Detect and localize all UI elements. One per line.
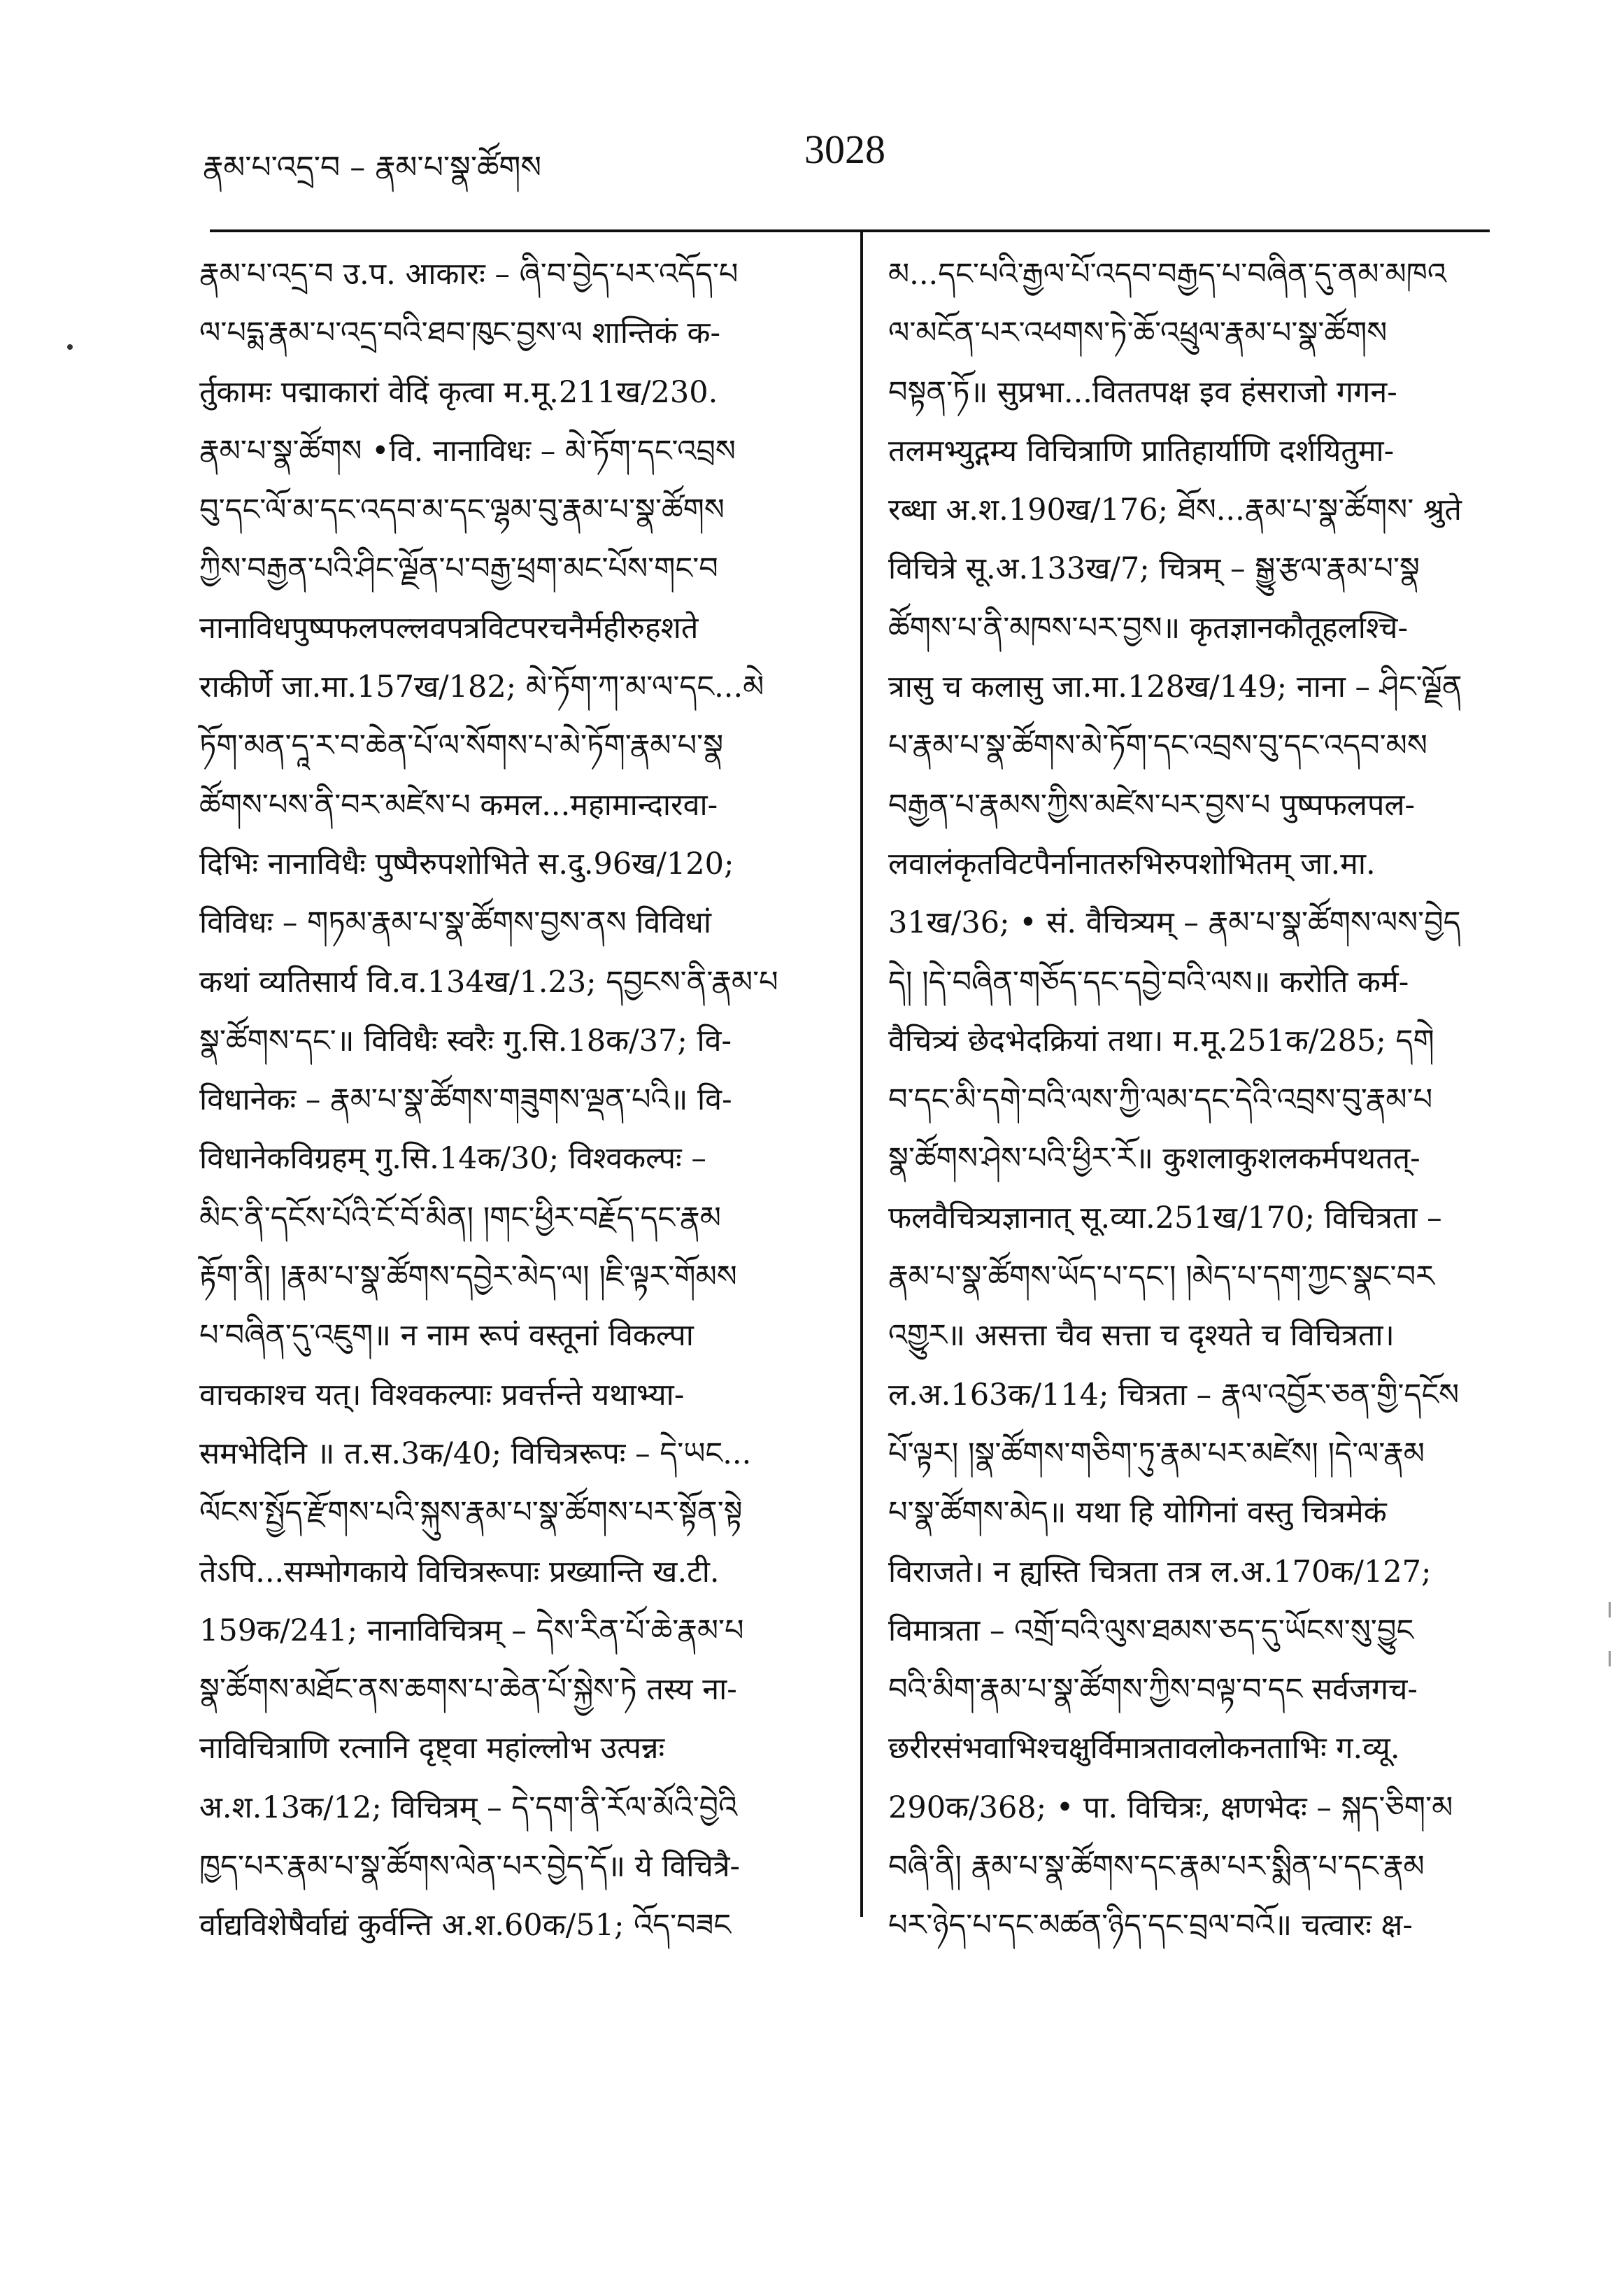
right-column-line: བརྒྱན་པ་རྣམས་ཀྱིས་མཛེས་པར་བྱས་པ पुष्पफलपल- (888, 787, 1416, 823)
left-column-line: 159क/241; नानाविचित्रम् – དེས་རིན་པོ་ཆེ་རྣམ་པ (199, 1613, 744, 1648)
right-column-line: མ...དང་པའི་རྒྱལ་པོ་འདབ་བརྒྱད་པ་བཞིན་དུ་ནམ་མཁའ (888, 257, 1446, 292)
left-column-line: སྣ་ཚོགས་མཐོང་ནས་ཆགས་པ་ཆེན་པོ་སྐྱེས་ཏེ तस्य ना- (199, 1672, 737, 1708)
left-column-line: ཚོགས་པས་ནི་བར་མཛེས་པ कमल...महामान्दारवा- (199, 787, 718, 823)
scan-edge-mark (1609, 1651, 1611, 1666)
left-column-line: སྣ་ཚོགས་དང་॥ विविधैः स्वरैः गु.सि.18क/37; वि- (199, 1023, 732, 1058)
right-column-line: པར་ཉེད་པ་དང་མཚན་ཉིད་དང་བྲལ་བའོ॥ चत्वारः क्ष- (888, 1908, 1413, 1943)
right-column-line: छरीरसंभवाभिश्चक्षुर्विमात्रतावलोकनताभिः ग.व्यू. (888, 1731, 1400, 1766)
right-column-line: विचित्रे सू.अ.133ख/7; चित्रम् – སྒྱུ་རྩལ་རྣམ་པ་སྣ (888, 551, 1420, 587)
left-column-line: ཏོག་མན་དཱ་ར་བ་ཆེན་པོ་ལ་སོགས་པ་མེ་ཏོག་རྣམ་པ་སྣ (199, 728, 724, 764)
left-column-line: नानाविधपुष्पफलपल्लवपत्रविटपरचनैर्महीरुहशते (199, 610, 699, 646)
right-column-line: 290क/368; • पा. विचित्रः, क्षणभेदः – སྐད་ཅིག་མ (888, 1790, 1453, 1825)
left-column-line: समभेदिनि ॥ त.स.3क/40; विचित्ररूपः – དེ་ཡང... (199, 1436, 752, 1471)
right-column-line: तलमभ्युद्गम्य विचित्राणि प्रातिहार्याणि दर्शयितुमा- (888, 433, 1395, 469)
left-column-line: ལ་པདྨ་རྣམ་པ་འདྲ་བའི་ཐབ་ཁུང་བྱས་ལ शान्तिकं क- (199, 316, 721, 351)
left-column-line: नाविचित्राणि रत्नानि दृष्ट्वा महांल्लोभ उत्पन्नः (199, 1731, 665, 1766)
right-column-line: པ་རྣམ་པ་སྣ་ཚོགས་མེ་ཏོག་དང་འབྲས་བུ་དང་འདབ་མས (888, 728, 1427, 764)
left-column-line: तेऽपि...सम्भोगकाये विचित्ररूपाः प्रख्यान्ति ख.टी. (199, 1554, 720, 1589)
right-column-line: ཚོགས་པ་ནི་མཁས་པར་བྱས॥ कृतज्ञानकौतूहलश्चि- (888, 610, 1408, 646)
left-column-line: ལོངས་སྤྱོད་རྫོགས་པའི་སྐུས་རྣམ་པ་སྣ་ཚོགས་པར་སྟོན་སྟེ (199, 1495, 743, 1531)
left-column-line: राकीर्णे जा.मा.157ख/182; མེ་ཏོག་ཀ་མ་ལ་དང...མེ (199, 670, 764, 705)
running-header: རྣམ་པ་འདྲ་བ – རྣམ་པ་སྣ་ཚོགས (203, 150, 542, 185)
left-column-line: विधानेकः – རྣམ་པ་སྣ་ཚོགས་གཟུགས་ལྡན་པའི॥ वि- (199, 1082, 732, 1118)
left-column-line: པ་བཞིན་དུ་འཇུག॥ न नाम रूपं वस्तूनां विकल्पा (199, 1318, 694, 1354)
right-column-line: དེ། །དེ་བཞིན་གཅོད་དང་དབྱེ་བའི་ལས॥ करोति कर्म- (888, 964, 1409, 1000)
left-column-line: རྣམ་པ་འདྲ་བ उ.प. आकारः – ཞི་བ་བྱེད་པར་འདོད་པ (199, 257, 739, 292)
left-column (199, 245, 829, 1943)
left-column-line: རྣམ་པ་སྣ་ཚོགས •वि. नानाविधः – མེ་ཏོག་དང་འབྲས (199, 433, 736, 469)
right-column-line: རྣམ་པ་སྣ་ཚོགས་ཡོད་པ་དང་། །མེད་པ་དག་ཀྱང་སྣང་བར (888, 1259, 1434, 1295)
left-column-line: र्तुकामः पद्माकारां वेदिं कृत्वा म.मू.211ख/230. (199, 374, 718, 410)
scan-edge-mark (1609, 1602, 1611, 1617)
scan-speck (67, 344, 73, 350)
right-column-line: འགྱུར॥ असत्ता चैव सत्ता च दृश्यते च विचित्रता। (888, 1318, 1395, 1354)
left-column-line: विविधः – གཏམ་རྣམ་པ་སྣ་ཚོགས་བྱས་ནས विविधां (199, 905, 711, 941)
left-column-line: མིང་ནི་དངོས་པོའི་ངོ་བོ་མིན། །གང་ཕྱིར་བརྗོད་དང་རྣམ (199, 1200, 721, 1235)
right-column-line: विमात्रता – འགྲོ་བའི་ལུས་ཐམས་ཅད་དུ་ཡོངས་སུ་བྱུང (888, 1613, 1414, 1648)
right-column-line: བ་དང་མི་དགེ་བའི་ལས་ཀྱི་ལམ་དང་དེའི་འབྲས་བུ་རྣམ་པ (888, 1082, 1433, 1118)
right-column-line: लवालंकृतविटपैर्नानातरुभिरुपशोभितम् जा.मा. (888, 846, 1376, 881)
left-column-line: अ.श.13क/12; विचित्रम् – དེ་དག་ནི་རོལ་མོའི་བྱེའི (199, 1790, 738, 1825)
right-column-line: 31ख/36; • सं. वैचित्र्यम् – རྣམ་པ་སྣ་ཚོགས་ལས་བྱེད (888, 905, 1461, 941)
column-divider (860, 231, 863, 1917)
right-column (888, 245, 1490, 1943)
left-column-line: རྟོག་ནི། །རྣམ་པ་སྣ་ཚོགས་དབྱེར་མེད་ལ། །ཇི་ལྟར་གོམས (199, 1259, 737, 1295)
left-column-line: र्वाद्यविशेषैर्वाद्यं कुर्वन्ति अ.श.60क/51; འོད་བཟང (199, 1908, 732, 1943)
right-column-line: པ་སྣ་ཚོགས་མེད॥ यथा हि योगिनां वस्तु चित्रमेकं (888, 1495, 1387, 1531)
right-column-line: བའི་མིག་རྣམ་པ་སྣ་ཚོགས་ཀྱིས་བལྟ་བ་དང सर्वजगच- (888, 1672, 1418, 1708)
right-column-line: བཞི་ནི། རྣམ་པ་སྣ་ཚོགས་དང་རྣམ་པར་སྨིན་པ་དང་རྣམ (888, 1849, 1425, 1885)
left-column-line: བུ་དང་ལོ་མ་དང་འདབ་མ་དང་ལྷམ་བུ་རྣམ་པ་སྣ་ཚོགས (199, 493, 725, 528)
left-column-line: विधानेकविग्रहम् गु.सि.14क/30; विश्वकल्पः – (199, 1141, 706, 1177)
right-column-line: रब्धा अ.श.190ख/176; ཐོས...རྣམ་པ་སྣ་ཚོགས་ श्रुते (888, 493, 1462, 528)
page-number: 3028 (804, 127, 885, 172)
right-column-line: वैचित्र्यं छेदभेदक्रियां तथा। म.मू.251क/285; དགེ (888, 1023, 1434, 1058)
right-column-line: फलवैचित्र्यज्ञानात् सू.व्या.251ख/170; विचित्रता – (888, 1200, 1442, 1235)
right-column-line: ल.अ.163क/114; चित्रता – རྣལ་འབྱོར་ཅན་གྱི་དངོས (888, 1377, 1460, 1412)
right-column-line: त्रासु च कलासु जा.मा.128ख/149; नाना – ཤིང་ལྗོན (888, 670, 1462, 705)
left-column-line: ཁྱད་པར་རྣམ་པ་སྣ་ཚོགས་ལེན་པར་བྱེད་དོ॥ ये विचित्रै- (199, 1849, 741, 1885)
right-column-line: ལ་མངོན་པར་འཕགས་ཏེ་ཆོ་འཕྲུལ་རྣམ་པ་སྣ་ཚོགས (888, 316, 1388, 351)
left-column-line: कथां व्यतिसार्य वि.व.134ख/1.23; དབྱངས་ནི་རྣམ་པ (199, 964, 778, 1000)
right-column-line: སྣ་ཚོགས་ཤེས་པའི་ཕྱིར་རོ॥ कुशलाकुशलकर्मपथतत्- (888, 1141, 1420, 1177)
left-column-line: ཀྱིས་བརྒྱན་པའི་ཤིང་ལྗོན་པ་བརྒྱ་ཕྲག་མང་པོས་གང་བ (199, 551, 718, 587)
left-column-line: वाचकाश्च यत्। विश्वकल्पाः प्रवर्त्तन्ते यथाभ्या- (199, 1377, 685, 1412)
left-column-line: दिभिः नानाविधैः पुष्पैरुपशोभिते स.दु.96ख/120; (199, 846, 734, 881)
right-column-line: विराजते। न ह्यस्ति चित्रता तत्र ल.अ.170क/127; (888, 1554, 1432, 1589)
right-column-line: པོ་ལྟར། །སྣ་ཚོགས་གཅིག་ཏུ་རྣམ་པར་མཛེས། །དེ་ལ་རྣམ (888, 1436, 1425, 1471)
header-rule (210, 229, 1490, 232)
right-column-line: བསྟན་ཏོ॥ सुप्रभा...विततपक्ष इव हंसराजो गगन- (888, 374, 1397, 410)
